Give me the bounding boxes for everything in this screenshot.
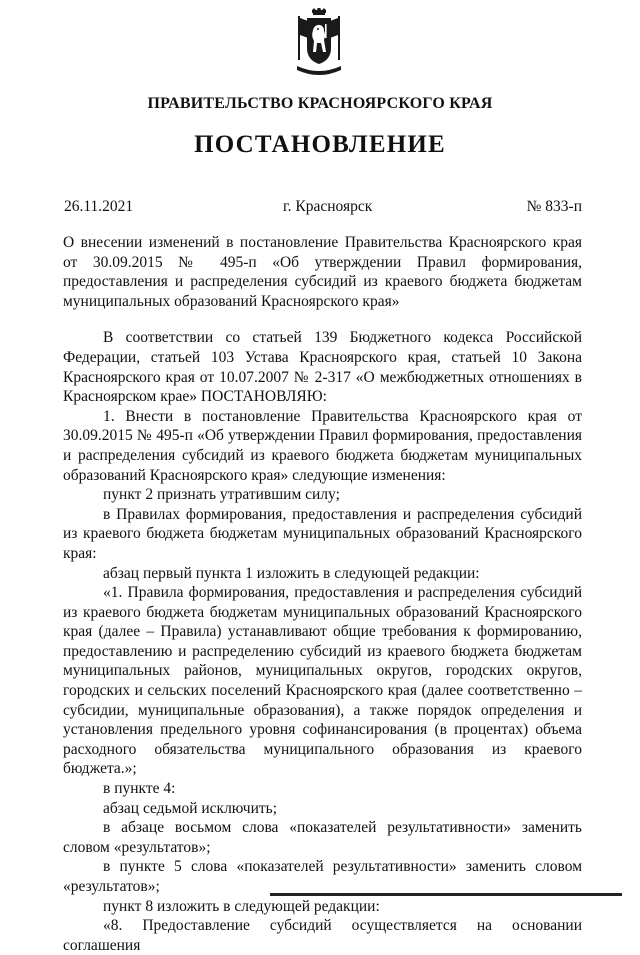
paragraph: пункт 8 изложить в следующей редакции:	[103, 897, 380, 915]
paragraph: «1. Правила формирования, предоставления и распределения субсидий из краевого бюджета бюджетам муниципальных образований Красноярского края (далее – Правила) устанавливают общие требования к формированию, предоставлению и распределению субсидий из краевого бюджета бюджетам муниципальных районов, муниципальных округов, городских округов, городских и сельских поселений Красноярского края (далее соответственно – субсидии, муниципальные образования), а также порядок определения и установления предельного уровня софинансирования (в процентах) объема расходного обязательства муниципального образования из краевого бюджета.»;	[63, 584, 582, 778]
coat-of-arms-icon	[293, 8, 345, 78]
paragraph: «8. Предоставление субсидий осуществляется на основании соглашения	[63, 917, 582, 954]
paragraph: В соответствии со статьей 139 Бюджетного кодекса Российской Федерации, статьей 103 Устава Красноярского края, статьей 10 Закона Красноярского края от 10.07.2007 № 2-317 «О межбюджетных отношениях в Красноярском крае» ПОСТАНОВЛЯЮ:	[63, 329, 582, 406]
document-subject: О внесении изменений в постановление Правительства Красноярского края от 30.09.2015 № 495-п «Об утверждении Правил формирования, предоставления и распределения субсидий из краевого бюджета бюджетам муниципальных образований Красноярского края»	[63, 234, 582, 310]
document-body	[63, 233, 582, 955]
paragraph: в Правилах формирования, предоставления и распределения субсидий из краевого бюджета бюджетам муниципальных образований Красноярского края:	[63, 505, 582, 562]
page-bottom-rule	[270, 893, 622, 896]
paragraph: в пункте 4:	[103, 780, 176, 798]
document-number: № 833-п	[526, 198, 582, 215]
paragraph: 1. Внести в постановление Правительства Красноярского края от 30.09.2015 № 495-п «Об утверждении Правил формирования, предоставления и распределения субсидий из краевого бюджета бюджетам муниципальных образований Красноярского края» следующие изменения:	[63, 407, 582, 484]
government-name: ПРАВИТЕЛЬСТВО КРАСНОЯРСКОГО КРАЯ	[147, 95, 493, 112]
document-type-title: ПОСТАНОВЛЕНИЕ	[194, 131, 446, 158]
paragraph: в абзаце восьмом слова «показателей результативности» заменить словом «результатов»;	[63, 819, 582, 856]
paragraph: абзац первый пункта 1 изложить в следующей редакции:	[103, 564, 480, 582]
paragraph: абзац седьмой исключить;	[103, 799, 278, 817]
document-date: 26.11.2021	[64, 198, 134, 215]
document-city: г. Красноярск	[283, 198, 373, 215]
paragraph: в пункте 5 слова «показателей результативности» заменить словом «результатов»;	[63, 858, 582, 895]
paragraph: пункт 2 признать утратившим силу;	[103, 486, 340, 504]
document-meta	[64, 198, 582, 218]
